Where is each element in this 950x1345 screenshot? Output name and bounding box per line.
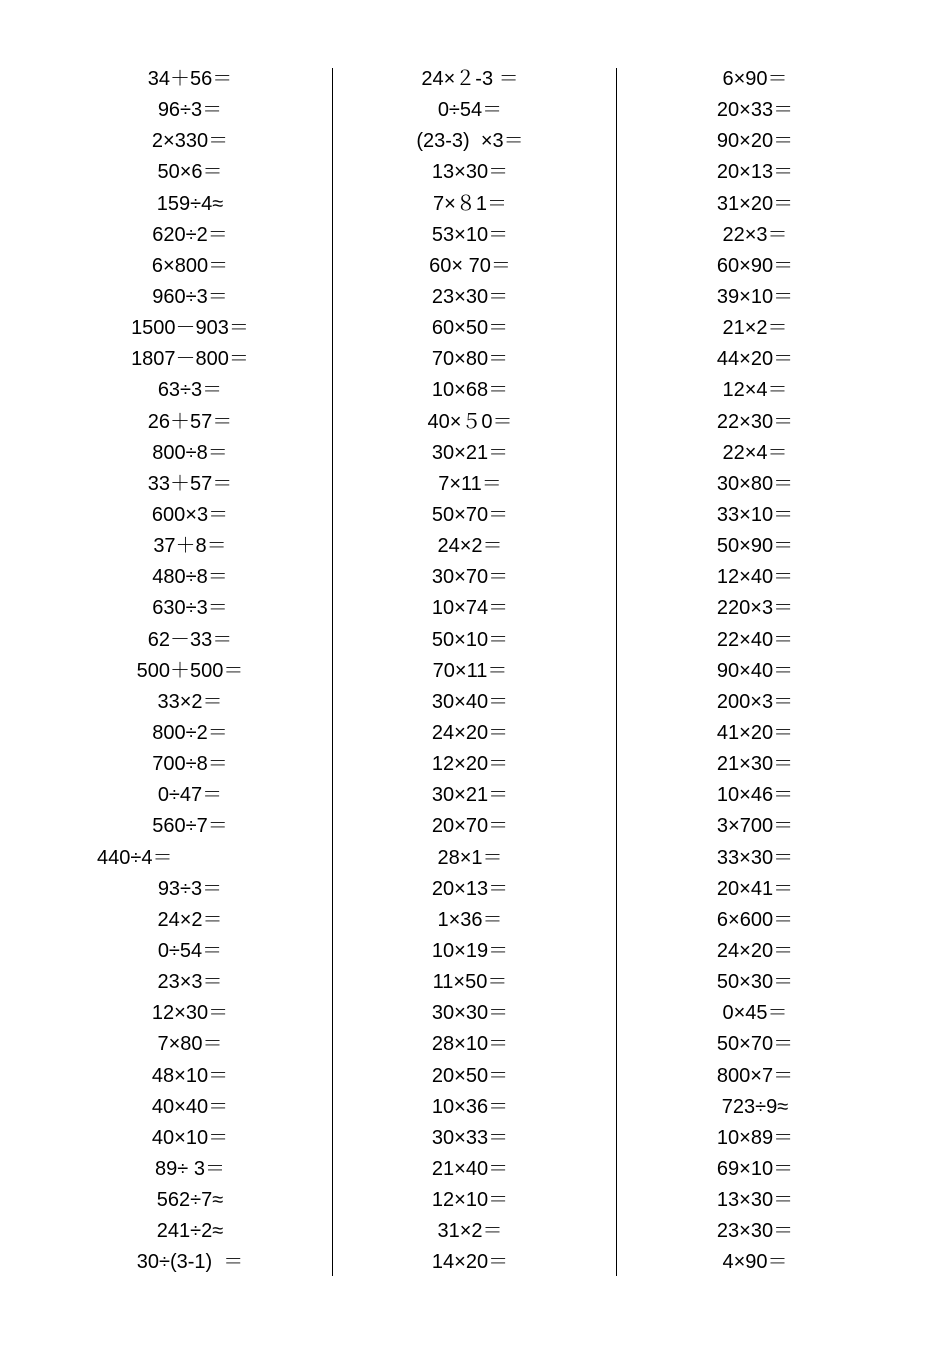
math-problem: 11×50＝ xyxy=(432,971,508,994)
math-problem: 10×36＝ xyxy=(431,1095,509,1118)
math-problem: 41×20＝ xyxy=(716,721,794,744)
math-problem: 800÷2＝ xyxy=(152,721,228,744)
math-problem: 28×1＝ xyxy=(437,846,503,869)
math-problem: 50×6＝ xyxy=(157,161,223,184)
math-problem: 22×4＝ xyxy=(722,441,788,464)
math-problem: 1×36＝ xyxy=(437,908,503,931)
math-problem: 630÷3＝ xyxy=(152,597,228,620)
math-problem: 20×13＝ xyxy=(716,161,794,184)
math-problem: 480÷8＝ xyxy=(152,566,228,589)
math-problem: 34＋56＝ xyxy=(147,68,233,90)
math-problem: 40×５0＝ xyxy=(427,410,513,433)
math-problem: 4×90＝ xyxy=(722,1251,788,1274)
math-problem: (23-3) ×3＝ xyxy=(416,130,524,153)
math-problem: 7×80＝ xyxy=(157,1033,223,1056)
math-problem: 23×30＝ xyxy=(716,1220,794,1243)
math-problem: 200×3＝ xyxy=(716,690,794,713)
math-problem: 20×50＝ xyxy=(431,1064,509,1087)
math-problem: 62－33＝ xyxy=(147,628,233,651)
math-problem: 12×30＝ xyxy=(151,1002,229,1025)
math-problem: 2×330＝ xyxy=(151,130,229,153)
math-problem: 13×30＝ xyxy=(431,161,509,184)
math-problem: 24×20＝ xyxy=(431,721,509,744)
math-problem: 22×40＝ xyxy=(716,628,794,651)
math-problem: 40×40＝ xyxy=(151,1095,229,1118)
math-problem: 12×10＝ xyxy=(431,1189,509,1212)
math-problem: 21×2＝ xyxy=(722,317,788,340)
math-problem: 0÷54＝ xyxy=(157,939,223,962)
math-problem: 20×33＝ xyxy=(716,99,794,122)
math-problem: 30×80＝ xyxy=(716,472,794,495)
math-problem: 30×40＝ xyxy=(431,690,509,713)
math-problem: 90×20＝ xyxy=(716,130,794,153)
math-problem: 48×10＝ xyxy=(151,1064,229,1087)
math-problem: 21×40＝ xyxy=(431,1157,509,1180)
math-problem: 89÷ 3＝ xyxy=(155,1157,225,1180)
problem-column-2 xyxy=(345,64,595,1278)
math-problem: 44×20＝ xyxy=(716,348,794,371)
math-problem: 70×11＝ xyxy=(432,659,508,682)
math-problem: 23×30＝ xyxy=(431,285,509,308)
math-problem: 14×20＝ xyxy=(431,1251,509,1274)
math-problem: 7×11＝ xyxy=(438,472,502,495)
math-problem: 6×90＝ xyxy=(722,68,788,90)
math-problem: 12×4＝ xyxy=(722,379,788,402)
math-problem: 30×21＝ xyxy=(431,441,509,464)
math-problem: 50×70＝ xyxy=(431,503,509,526)
math-problem: 96÷3＝ xyxy=(157,99,223,122)
math-problem: 159÷4≈ xyxy=(156,192,224,215)
math-problem: 20×41＝ xyxy=(716,877,794,900)
math-problem: 30×30＝ xyxy=(431,1002,509,1025)
math-problem: 600×3＝ xyxy=(151,503,229,526)
math-problem: 0×45＝ xyxy=(722,1002,788,1025)
math-problem: 60×90＝ xyxy=(716,254,794,277)
math-problem: 30×70＝ xyxy=(431,566,509,589)
math-problem: 33＋57＝ xyxy=(147,472,233,495)
math-problem: 40×10＝ xyxy=(151,1126,229,1149)
column-divider-left xyxy=(332,68,333,1276)
math-problem: 10×19＝ xyxy=(431,939,509,962)
math-problem: 13×30＝ xyxy=(716,1189,794,1212)
math-problem: 241÷2≈ xyxy=(156,1220,224,1243)
math-problem: 50×30＝ xyxy=(716,971,794,994)
math-problem: 28×10＝ xyxy=(431,1033,509,1056)
math-problem: 24×2＝ xyxy=(157,908,223,931)
math-problem: 20×70＝ xyxy=(431,815,509,838)
math-problem: 24×２-3 ＝ xyxy=(421,68,519,90)
math-problem: 700÷8＝ xyxy=(152,753,228,776)
math-problem: 33×2＝ xyxy=(157,690,223,713)
math-problem: 12×40＝ xyxy=(716,566,794,589)
math-problem: 10×68＝ xyxy=(431,379,509,402)
math-problem: 60×50＝ xyxy=(431,317,509,340)
math-problem: 30×21＝ xyxy=(431,784,509,807)
math-problem: 21×30＝ xyxy=(716,753,794,776)
math-problem: 620÷2＝ xyxy=(152,223,228,246)
math-problem: 60× 70＝ xyxy=(429,254,511,277)
math-problem: 33×30＝ xyxy=(716,846,794,869)
math-problem: 0÷54＝ xyxy=(437,99,503,122)
math-problem: 90×40＝ xyxy=(716,659,794,682)
math-problem: 23×3＝ xyxy=(157,971,223,994)
math-problem: 31×20＝ xyxy=(716,192,794,215)
math-problem: 93÷3＝ xyxy=(157,877,223,900)
math-problem: 63÷3＝ xyxy=(157,379,223,402)
math-problem: 20×13＝ xyxy=(431,877,509,900)
math-problem: 10×74＝ xyxy=(431,597,509,620)
math-problem: 30×33＝ xyxy=(431,1126,509,1149)
math-problem: 0÷47＝ xyxy=(157,784,223,807)
math-problem: 12×20＝ xyxy=(431,753,509,776)
math-problem: 50×90＝ xyxy=(716,535,794,558)
math-problem: 22×3＝ xyxy=(722,223,788,246)
math-problem: 6×600＝ xyxy=(716,908,794,931)
math-problem: 3×700＝ xyxy=(716,815,794,838)
math-problem: 31×2＝ xyxy=(437,1220,503,1243)
math-problem: 500＋500＝ xyxy=(136,659,244,682)
math-problem: 1500－903＝ xyxy=(131,317,249,340)
math-problem: 39×10＝ xyxy=(716,285,794,308)
math-problem: 26＋57＝ xyxy=(147,410,233,433)
math-problem: 33×10＝ xyxy=(716,503,794,526)
math-problem: 30÷(3-1) ＝ xyxy=(136,1251,244,1274)
math-problem: 69×10＝ xyxy=(716,1157,794,1180)
problem-column-1 xyxy=(65,64,315,1278)
math-problem: 22×30＝ xyxy=(716,410,794,433)
math-problem: 960÷3＝ xyxy=(152,285,228,308)
math-problem: 50×10＝ xyxy=(431,628,509,651)
column-divider-right xyxy=(616,68,617,1276)
math-problem: 53×10＝ xyxy=(431,223,509,246)
math-problem: 6×800＝ xyxy=(151,254,229,277)
math-problem: 800×7＝ xyxy=(716,1064,794,1087)
math-problem: 10×89＝ xyxy=(716,1126,794,1149)
math-problem: 37＋8＝ xyxy=(153,535,227,558)
math-problem: 800÷8＝ xyxy=(152,441,228,464)
math-problem: 24×20＝ xyxy=(716,939,794,962)
math-problem: 7×８1＝ xyxy=(433,192,507,215)
math-problem: 560÷7＝ xyxy=(152,815,228,838)
math-problem: 1807－800＝ xyxy=(131,348,249,371)
math-problem: 723÷9≈ xyxy=(721,1095,789,1118)
math-problem: 220×3＝ xyxy=(716,597,794,620)
math-problem: 70×80＝ xyxy=(431,348,509,371)
math-problem: 24×2＝ xyxy=(437,535,503,558)
math-problem: 50×70＝ xyxy=(716,1033,794,1056)
math-problem: 440÷4＝ xyxy=(97,846,173,869)
math-problem: 562÷7≈ xyxy=(156,1189,224,1212)
math-problem: 10×46＝ xyxy=(716,784,794,807)
problem-column-3 xyxy=(630,64,880,1278)
